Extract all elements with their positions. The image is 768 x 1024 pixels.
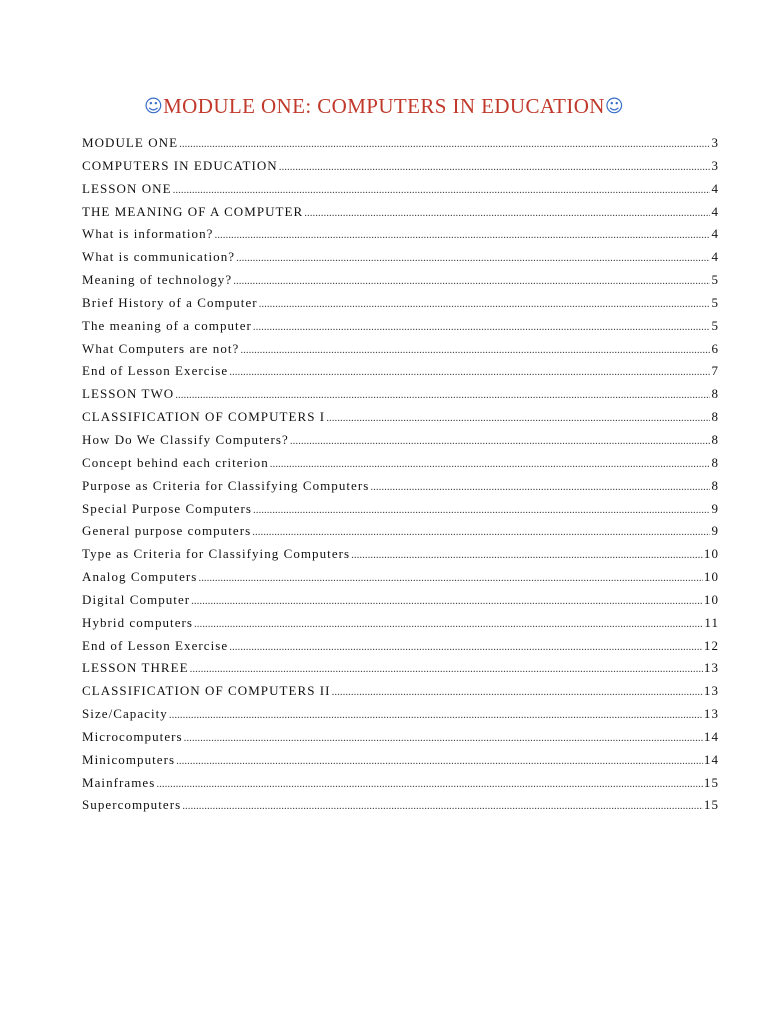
toc-entry-page-number: 10 [703, 546, 719, 562]
toc-entry-page-number: 9 [711, 523, 719, 539]
toc-entry[interactable] [82, 318, 719, 341]
toc-entry-title: Analog Computers [82, 569, 198, 585]
toc-entry-title: MODULE ONE [82, 135, 179, 150]
toc-entry-title: LESSON TWO [82, 386, 175, 402]
toc-entry-page-number: 9 [711, 500, 719, 516]
toc-entry[interactable] [82, 158, 719, 181]
toc-entry-page-number: 5 [711, 294, 719, 310]
toc-dot-leader [190, 663, 703, 675]
toc-entry-title: End of Lesson Exercise [82, 637, 229, 653]
toc-entry-page-number: 11 [704, 614, 719, 630]
toc-entry-title: Concept behind each criterion [82, 454, 269, 470]
toc-entry[interactable] [82, 683, 719, 706]
toc-entry[interactable] [82, 615, 719, 638]
toc-entry-title: Hybrid computers [82, 614, 194, 630]
toc-entry[interactable] [82, 272, 719, 295]
toc-dot-leader [252, 526, 710, 538]
smiley-icon: ☺ [604, 96, 625, 117]
toc-entry-title: CLASSIFICATION OF COMPUTERS I [82, 409, 326, 425]
toc-dot-leader [179, 138, 710, 150]
toc-entry-title: Digital Computer [82, 591, 191, 607]
toc-entry-title: Special Purpose Computers [82, 500, 252, 516]
toc-entry-page-number: 4 [711, 203, 719, 219]
toc-entry-page-number: 13 [703, 683, 719, 699]
toc-entry-title: Type as Criteria for Classifying Computers [82, 546, 351, 562]
toc-entry[interactable] [82, 729, 719, 752]
toc-entry[interactable] [82, 706, 719, 729]
toc-dot-leader [173, 184, 711, 196]
toc-entry[interactable] [82, 363, 719, 386]
page-title [0, 94, 768, 119]
toc-entry[interactable] [82, 569, 719, 592]
toc-entry[interactable] [82, 523, 719, 546]
toc-entry-title: What Computers are not? [82, 340, 240, 356]
toc-dot-leader [290, 435, 711, 447]
toc-entry-page-number: 8 [711, 386, 719, 402]
toc-entry-page-number: 12 [703, 637, 719, 653]
toc-entry-title: Minicomputers [82, 751, 176, 767]
toc-dot-leader [229, 641, 703, 653]
toc-entry-page-number: 7 [711, 363, 719, 379]
table-of-contents [82, 135, 719, 820]
toc-entry[interactable] [82, 660, 719, 683]
toc-entry-title: Purpose as Criteria for Classifying Computers [82, 477, 370, 493]
toc-entry[interactable] [82, 432, 719, 455]
toc-entry-title: LESSON ONE [82, 180, 172, 196]
toc-entry-title: The meaning of a computer [82, 317, 252, 333]
toc-entry[interactable] [82, 592, 719, 615]
toc-dot-leader [304, 207, 710, 219]
toc-entry[interactable] [82, 135, 719, 158]
toc-entry-title: Brief History of a Computer [82, 294, 258, 310]
toc-dot-leader [229, 366, 710, 378]
toc-entry[interactable] [82, 204, 719, 227]
toc-entry[interactable] [82, 638, 719, 661]
toc-entry[interactable] [82, 181, 719, 204]
toc-entry[interactable] [82, 797, 719, 820]
toc-entry-page-number: 5 [711, 317, 719, 333]
toc-entry-title: CLASSIFICATION OF COMPUTERS II [82, 683, 331, 699]
toc-dot-leader [259, 298, 711, 310]
toc-entry-page-number: 10 [703, 569, 719, 585]
toc-entry-page-number: 15 [703, 797, 719, 813]
toc-entry-page-number: 13 [703, 660, 719, 676]
toc-entry-title: Supercomputers [82, 797, 182, 813]
toc-entry-title: THE MEANING OF A COMPUTER [82, 203, 304, 219]
toc-entry[interactable] [82, 775, 719, 798]
smiley-icon: ☺ [143, 96, 164, 117]
toc-entry-page-number: 5 [711, 272, 719, 288]
toc-entry-title: Microcomputers [82, 728, 183, 744]
toc-dot-leader [156, 778, 703, 790]
toc-entry-title: What is communication? [82, 249, 236, 265]
toc-entry[interactable] [82, 478, 719, 501]
toc-dot-leader [236, 252, 710, 264]
toc-entry[interactable] [82, 546, 719, 569]
toc-entry-page-number: 14 [703, 751, 719, 767]
toc-entry[interactable] [82, 226, 719, 249]
toc-entry[interactable] [82, 249, 719, 272]
toc-entry-page-number: 8 [711, 409, 719, 425]
toc-entry-page-number: 14 [703, 728, 719, 744]
toc-dot-leader [214, 229, 710, 241]
toc-dot-leader [169, 709, 703, 721]
toc-entry-page-number: 15 [703, 774, 719, 790]
toc-dot-leader [175, 389, 710, 401]
toc-entry-title: General purpose computers [82, 523, 252, 539]
toc-entry[interactable] [82, 295, 719, 318]
toc-entry-title: Meaning of technology? [82, 272, 233, 288]
toc-entry[interactable] [82, 386, 719, 409]
toc-entry[interactable] [82, 341, 719, 364]
toc-entry-title: Size/Capacity [82, 706, 168, 722]
toc-entry[interactable] [82, 455, 719, 478]
toc-entry-page-number: 8 [711, 431, 719, 447]
toc-dot-leader [182, 800, 703, 812]
toc-entry-page-number: 6 [711, 340, 719, 356]
toc-dot-leader [326, 412, 710, 424]
toc-entry-title: LESSON THREE [82, 660, 189, 676]
toc-dot-leader [240, 344, 710, 356]
toc-entry-page-number: 4 [711, 226, 719, 242]
toc-entry[interactable] [82, 752, 719, 775]
toc-dot-leader [253, 504, 710, 516]
toc-dot-leader [198, 572, 703, 584]
toc-dot-leader [194, 618, 703, 630]
toc-dot-leader [270, 458, 711, 470]
toc-dot-leader [176, 755, 703, 767]
toc-entry-page-number: 3 [711, 135, 719, 150]
toc-dot-leader [191, 595, 703, 607]
toc-entry-page-number: 8 [711, 477, 719, 493]
toc-entry-page-number: 3 [711, 157, 719, 173]
toc-entry-page-number: 4 [711, 249, 719, 265]
toc-entry-page-number: 8 [711, 454, 719, 470]
toc-entry-title: End of Lesson Exercise [82, 363, 229, 379]
toc-dot-leader [233, 275, 710, 287]
page-title-text: MODULE ONE: COMPUTERS IN EDUCATION [163, 94, 605, 118]
toc-dot-leader [332, 686, 703, 698]
toc-dot-leader [253, 321, 711, 333]
toc-entry-title: How Do We Classify Computers? [82, 431, 289, 447]
toc-entry[interactable] [82, 409, 719, 432]
toc-entry[interactable] [82, 501, 719, 524]
toc-dot-leader [184, 732, 703, 744]
toc-dot-leader [279, 161, 711, 173]
toc-entry-page-number: 13 [703, 706, 719, 722]
toc-entry-title: Mainframes [82, 774, 156, 790]
toc-dot-leader [370, 481, 710, 493]
toc-entry-title: COMPUTERS IN EDUCATION [82, 157, 278, 173]
toc-entry-page-number: 10 [703, 591, 719, 607]
toc-entry-title: What is information? [82, 226, 214, 242]
toc-entry-page-number: 4 [711, 180, 719, 196]
toc-dot-leader [351, 549, 703, 561]
